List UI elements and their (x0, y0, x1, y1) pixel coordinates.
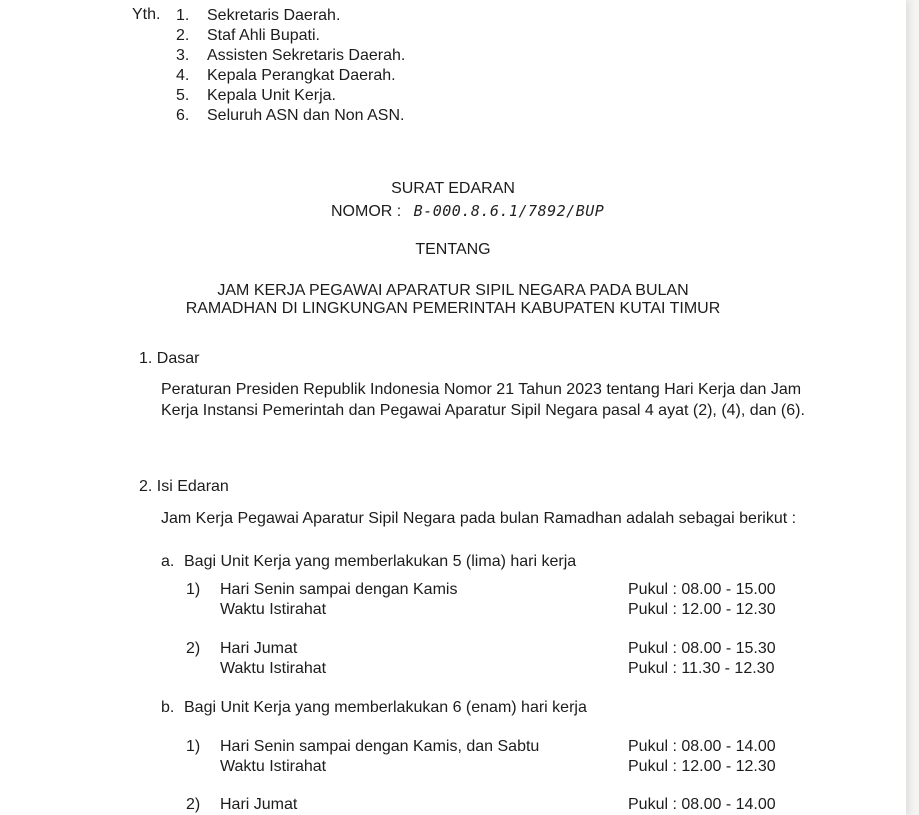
sub-b-title: Bagi Unit Kerja yang memberlakukan 6 (enam) hari kerja (184, 699, 587, 716)
sub-b-label: b. (161, 699, 175, 716)
list-number: 1. (176, 7, 190, 24)
row-time: Pukul : 08.00 - 14.00 (628, 738, 776, 755)
document-title: SURAT EDARAN (391, 180, 515, 197)
subject-line-1: JAM KERJA PEGAWAI APARATUR SIPIL NEGARA PADA BULAN (217, 282, 689, 299)
list-item (176, 86, 405, 106)
nomor-label: NOMOR : (331, 203, 402, 220)
nomor-row (331, 202, 604, 221)
list-item (176, 66, 405, 86)
row-day: Hari Jumat (220, 796, 298, 813)
section-1-heading: 1. Dasar (139, 350, 200, 367)
recipients-label: Yth. (132, 6, 161, 23)
row-rest-time: Pukul : 11.30 - 12.30 (628, 660, 775, 677)
row-rest: Waktu Istirahat (220, 601, 327, 618)
list-text: Kepala Perangkat Daerah. (207, 67, 396, 84)
row-number: 2) (186, 796, 201, 813)
section-2-heading: 2. Isi Edaran (139, 478, 229, 495)
section-2-intro: Jam Kerja Pegawai Aparatur Sipil Negara pada bulan Ramadhan adalah sebagai berikut : (161, 510, 797, 527)
list-item (176, 26, 405, 46)
list-text: Kepala Unit Kerja. (207, 87, 336, 104)
row-rest-time: Pukul : 12.00 - 12.30 (628, 601, 776, 618)
row-day: Hari Jumat (220, 640, 298, 657)
list-item (176, 6, 405, 26)
subject-line-2: RAMADHAN DI LINGKUNGAN PEMERINTAH KABUPATEN KUTAI TIMUR (185, 300, 721, 317)
section-1-body: Peraturan Presiden Republik Indonesia Nomor 21 Tahun 2023 tentang Hari Kerja dan Jam Kerja Instansi Pemerintah dan Pegawai Aparatur Sipil Negara pasal 4 ayat (2), (4), dan (6). (161, 381, 805, 419)
tentang-heading: TENTANG (415, 241, 491, 258)
list-number: 2. (176, 27, 190, 44)
list-number: 6. (176, 107, 190, 124)
list-text: Assisten Sekretaris Daerah. (207, 47, 406, 64)
row-day: Hari Senin sampai dengan Kamis, dan Sabtu (220, 738, 540, 755)
row-rest: Waktu Istirahat (220, 660, 327, 677)
row-day: Hari Senin sampai dengan Kamis (220, 581, 458, 598)
row-time: Pukul : 08.00 - 15.30 (628, 640, 776, 657)
row-number: 1) (186, 581, 201, 598)
list-item (176, 46, 405, 66)
sub-a-label: a. (161, 553, 175, 570)
row-time: Pukul : 08.00 - 14.00 (628, 796, 776, 813)
list-text: Sekretaris Daerah. (207, 7, 341, 24)
list-text: Seluruh ASN dan Non ASN. (207, 107, 405, 124)
sub-a-title: Bagi Unit Kerja yang memberlakukan 5 (lima) hari kerja (184, 553, 577, 570)
list-item (176, 106, 405, 126)
row-number: 1) (186, 738, 201, 755)
list-number: 3. (176, 47, 190, 64)
nomor-value-handwritten: B-000.8.6.1/7892/BUP (413, 202, 605, 220)
list-number: 4. (176, 67, 190, 84)
list-text: Staf Ahli Bupati. (207, 27, 320, 44)
list-number: 5. (176, 87, 190, 104)
row-rest-time: Pukul : 12.00 - 12.30 (628, 758, 776, 775)
recipients-list (176, 6, 405, 126)
row-time: Pukul : 08.00 - 15.00 (628, 581, 776, 598)
row-rest: Waktu Istirahat (220, 758, 327, 775)
row-number: 2) (186, 640, 201, 657)
